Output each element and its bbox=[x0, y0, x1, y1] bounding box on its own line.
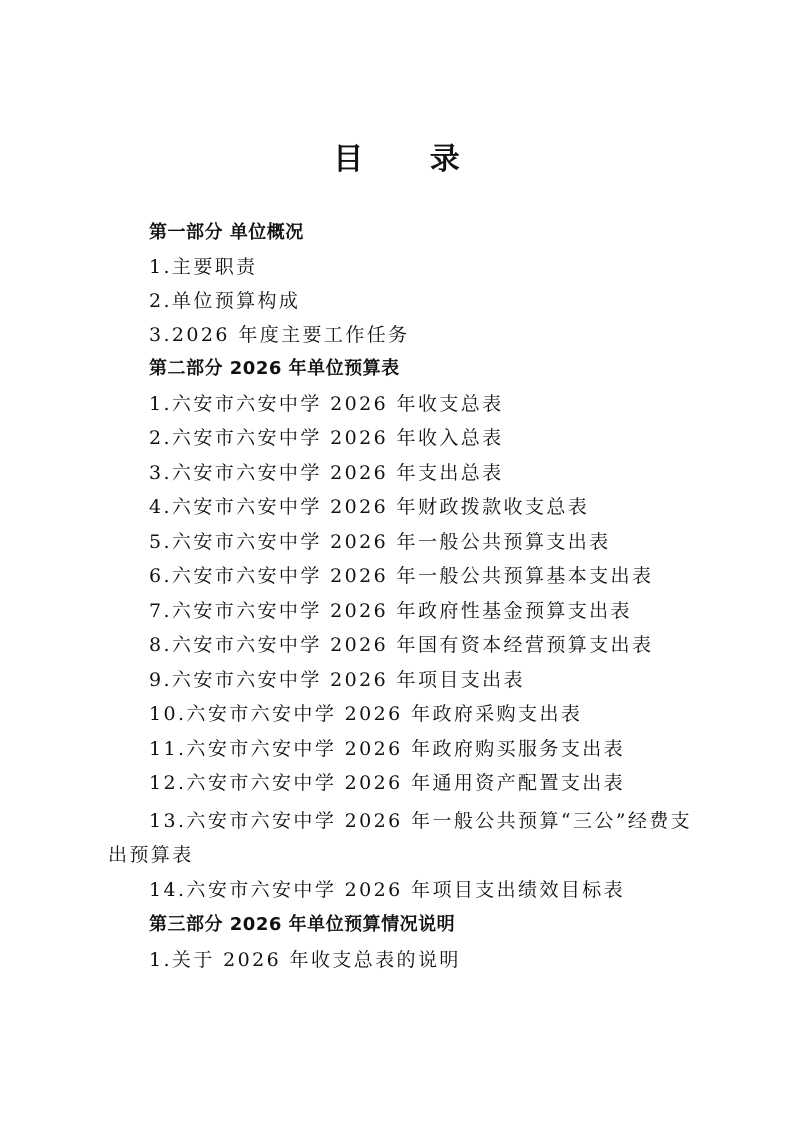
toc-item[interactable]: 7.六安市六安中学 2026 年政府性基金预算支出表 bbox=[149, 600, 632, 622]
toc-item[interactable]: 1.主要职责 bbox=[149, 256, 258, 278]
toc-item[interactable]: 9.六安市六安中学 2026 年项目支出表 bbox=[149, 669, 525, 691]
toc-part2-heading[interactable]: 第二部分 2026 年单位预算表 bbox=[149, 358, 400, 379]
toc-item[interactable]: 14.六安市六安中学 2026 年项目支出绩效目标表 bbox=[149, 879, 626, 901]
toc-item[interactable]: 4.六安市六安中学 2026 年财政拨款收支总表 bbox=[149, 496, 590, 518]
page-title: 目 录 bbox=[333, 142, 488, 177]
toc-item[interactable]: 5.六安市六安中学 2026 年一般公共预算支出表 bbox=[149, 531, 611, 553]
toc-item[interactable]: 2.六安市六安中学 2026 年收入总表 bbox=[149, 427, 504, 449]
toc-item[interactable]: 1.六安市六安中学 2026 年收支总表 bbox=[149, 393, 504, 415]
toc-item[interactable]: 13.六安市六安中学 2026 年一般公共预算“三公”经费支 bbox=[149, 810, 693, 832]
toc-part1-heading[interactable]: 第一部分 单位概况 bbox=[149, 222, 304, 243]
toc-item[interactable]: 12.六安市六安中学 2026 年通用资产配置支出表 bbox=[149, 772, 626, 794]
toc-item[interactable]: 3.六安市六安中学 2026 年支出总表 bbox=[149, 462, 504, 484]
toc-part3-heading[interactable]: 第三部分 2026 年单位预算情况说明 bbox=[149, 914, 456, 935]
toc-item-continuation[interactable]: 出预算表 bbox=[108, 844, 194, 866]
toc-item[interactable]: 10.六安市六安中学 2026 年政府采购支出表 bbox=[149, 703, 583, 725]
toc-item[interactable]: 3.2026 年度主要工作任务 bbox=[149, 324, 410, 346]
toc-item[interactable]: 11.六安市六安中学 2026 年政府购买服务支出表 bbox=[149, 738, 626, 760]
toc-item[interactable]: 1.关于 2026 年收支总表的说明 bbox=[149, 949, 461, 971]
toc-item[interactable]: 6.六安市六安中学 2026 年一般公共预算基本支出表 bbox=[149, 565, 654, 587]
toc-item[interactable]: 8.六安市六安中学 2026 年国有资本经营预算支出表 bbox=[149, 634, 654, 656]
toc-item[interactable]: 2.单位预算构成 bbox=[149, 290, 301, 312]
